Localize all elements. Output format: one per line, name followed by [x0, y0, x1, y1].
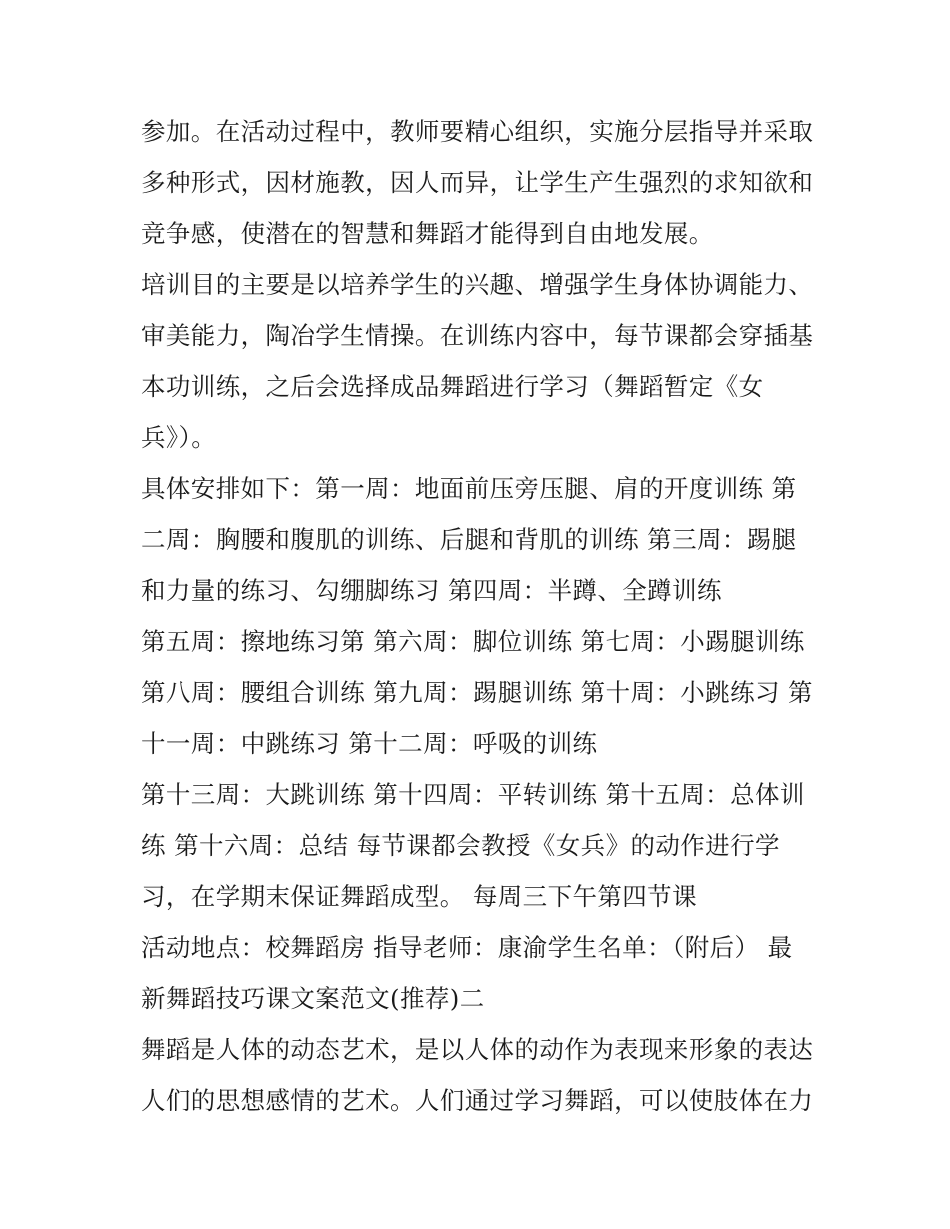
text-line-13: 十一周：中跳练习 第十二周：呼吸的训练: [141, 729, 598, 758]
text-line-14: 第十三周：大跳训练 第十四周：平转训练 第十五周：总体训: [141, 780, 805, 809]
text-line-3: 竞争感，使潜在的智慧和舞蹈才能得到自由地发展。: [141, 219, 714, 248]
text-line-2: 多种形式，因材施教，因人而异，让学生产生强烈的求知欲和: [141, 168, 814, 197]
text-line-7: 兵》）。: [141, 423, 217, 452]
document-body: [141, 106, 816, 1126]
text-line-8: 具体安排如下：第一周：地面前压旁压腿、肩的开度训练 第: [141, 474, 797, 503]
text-line-17: 活动地点：校舞蹈房 指导老师：康渝学生名单：（附后） 最: [141, 933, 793, 962]
text-line-12: 第八周：腰组合训练 第九周：踢腿训练 第十周：小跳练习 第: [141, 678, 813, 707]
text-line-15: 练 第十六周：总结 每节课都会教授《女兵》的动作进行学: [141, 831, 780, 860]
text-line-16: 习，在学期末保证舞蹈成型。 每周三下午第四节课: [141, 882, 697, 911]
text-line-11: 第五周：擦地练习第 第六周：脚位训练 第七周：小踢腿训练: [141, 627, 805, 656]
text-line-6: 本功训练，之后会选择成品舞蹈进行学习（舞蹈暂定《女: [141, 372, 764, 401]
text-line-9: 二周：胸腰和腹肌的训练、后腿和背肌的训练 第三周：踢腿: [141, 525, 797, 554]
text-line-18: 新舞蹈技巧课文案范文(推荐)二: [141, 984, 485, 1013]
text-line-5: 审美能力，陶冶学生情操。在训练内容中，每节课都会穿插基: [141, 321, 814, 350]
text-line-10: 和力量的练习、勾绷脚练习 第四周：半蹲、全蹲训练: [141, 576, 722, 605]
text-line-19: 舞蹈是人体的动态艺术，是以人体的动作为表现来形象的表达: [141, 1035, 814, 1064]
text-line-20: 人们的思想感情的艺术。人们通过学习舞蹈，可以使肢体在力: [141, 1086, 814, 1115]
text-line-1: 参加。在活动过程中，教师要精心组织，实施分层指导并采取: [141, 117, 814, 146]
text-line-4: 培训目的主要是以培养学生的兴趣、增强学生身体协调能力、: [141, 270, 814, 299]
